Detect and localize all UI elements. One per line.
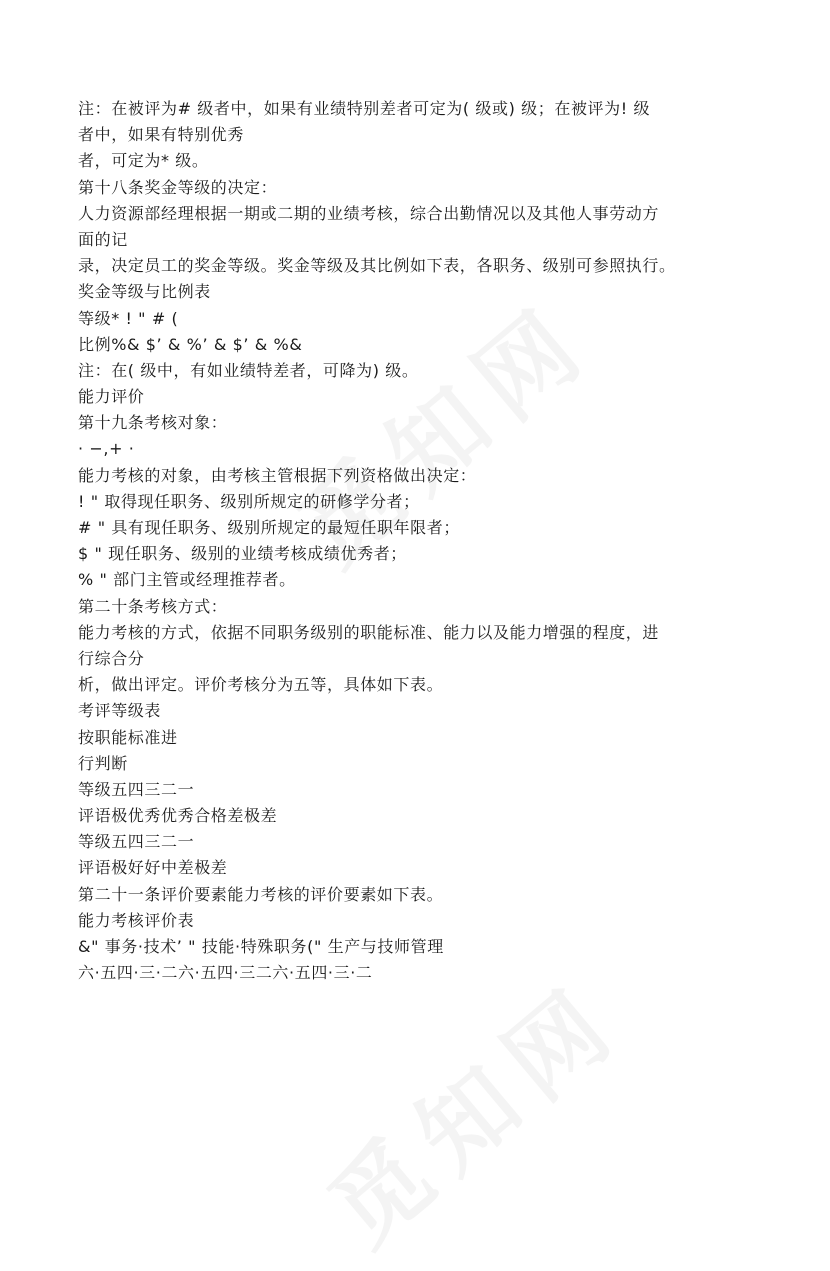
text-line: 行综合分 bbox=[78, 648, 145, 668]
section-heading: 第二十条考核方式： bbox=[78, 596, 228, 616]
watermark bbox=[296, 946, 646, 1271]
table-row: 比例%& $’ & %’ & $’ & %& bbox=[78, 334, 303, 354]
table-title: 考评等级表 bbox=[78, 701, 162, 721]
list-item: ! " 取得现任职务、级别所规定的研修学分者； bbox=[78, 491, 420, 511]
section-heading: 能力评价 bbox=[78, 387, 145, 407]
table-row: 评语极优秀优秀合格差极差 bbox=[78, 806, 278, 826]
table-row: 评语极好好中差极差 bbox=[78, 858, 228, 878]
section-heading: 第十八条奖金等级的决定： bbox=[78, 177, 278, 197]
list-item: # " 具有现任职务、级别所规定的最短任职年限者； bbox=[78, 518, 460, 537]
table-title: 奖金等级与比例表 bbox=[78, 282, 211, 302]
text-line: 注：在( 级中，有如业绩特差者，可降为) 级。 bbox=[78, 360, 419, 380]
table-row: 按职能标准进 bbox=[78, 727, 178, 747]
table-row: 行判断 bbox=[78, 753, 128, 773]
text-line: 人力资源部经理根据一期或二期的业绩考核，综合出勤情况以及其他人事劳动方 bbox=[78, 203, 660, 223]
text-line: 析，做出评定。评价考核分为五等，具体如下表。 bbox=[78, 675, 444, 695]
text-line: 面的记 bbox=[78, 229, 128, 249]
table-row: &" 事务·技术’ " 技能·特殊职务(" 生产与技师管理 bbox=[78, 937, 444, 956]
text-line: 录，决定员工的奖金等级。奖金等级及其比例如下表，各职务、级别可参照执行。 bbox=[78, 256, 676, 276]
table-row: 六·五四·三·二六·五四·三二六·五四·三·二 bbox=[78, 963, 373, 983]
text-line: 能力考核的方式，依据不同职务级别的职能标准、能力以及能力增强的程度，进 bbox=[78, 622, 660, 642]
list-item: $ " 现任职务、级别的业绩考核成绩优秀者； bbox=[78, 544, 407, 564]
table-title: 能力考核评价表 bbox=[78, 910, 195, 930]
section-heading: 第十九条考核对象： bbox=[78, 413, 228, 433]
table-row: 等级* ! " # ( bbox=[78, 308, 179, 328]
text-line: 者中，如果有特别优秀 bbox=[78, 125, 245, 145]
text-line: 者，可定为* 级。 bbox=[78, 151, 209, 171]
table-row: 等级五四三二一 bbox=[78, 779, 195, 799]
section-heading: 第二十一条评价要素能力考核的评价要素如下表。 bbox=[78, 884, 444, 904]
list-item: % " 部门主管或经理推荐者。 bbox=[78, 570, 296, 590]
table-row: 等级五四三二一 bbox=[78, 832, 195, 852]
text-line: 能力考核的对象，由考核主管根据下列资格做出决定： bbox=[78, 465, 477, 485]
text-line: · −,+ · bbox=[78, 439, 135, 459]
text-line: 注：在被评为# 级者中，如果有业绩特别差者可定为( 级或) 级；在被评为! 级 bbox=[78, 99, 651, 118]
document-body bbox=[78, 96, 758, 986]
